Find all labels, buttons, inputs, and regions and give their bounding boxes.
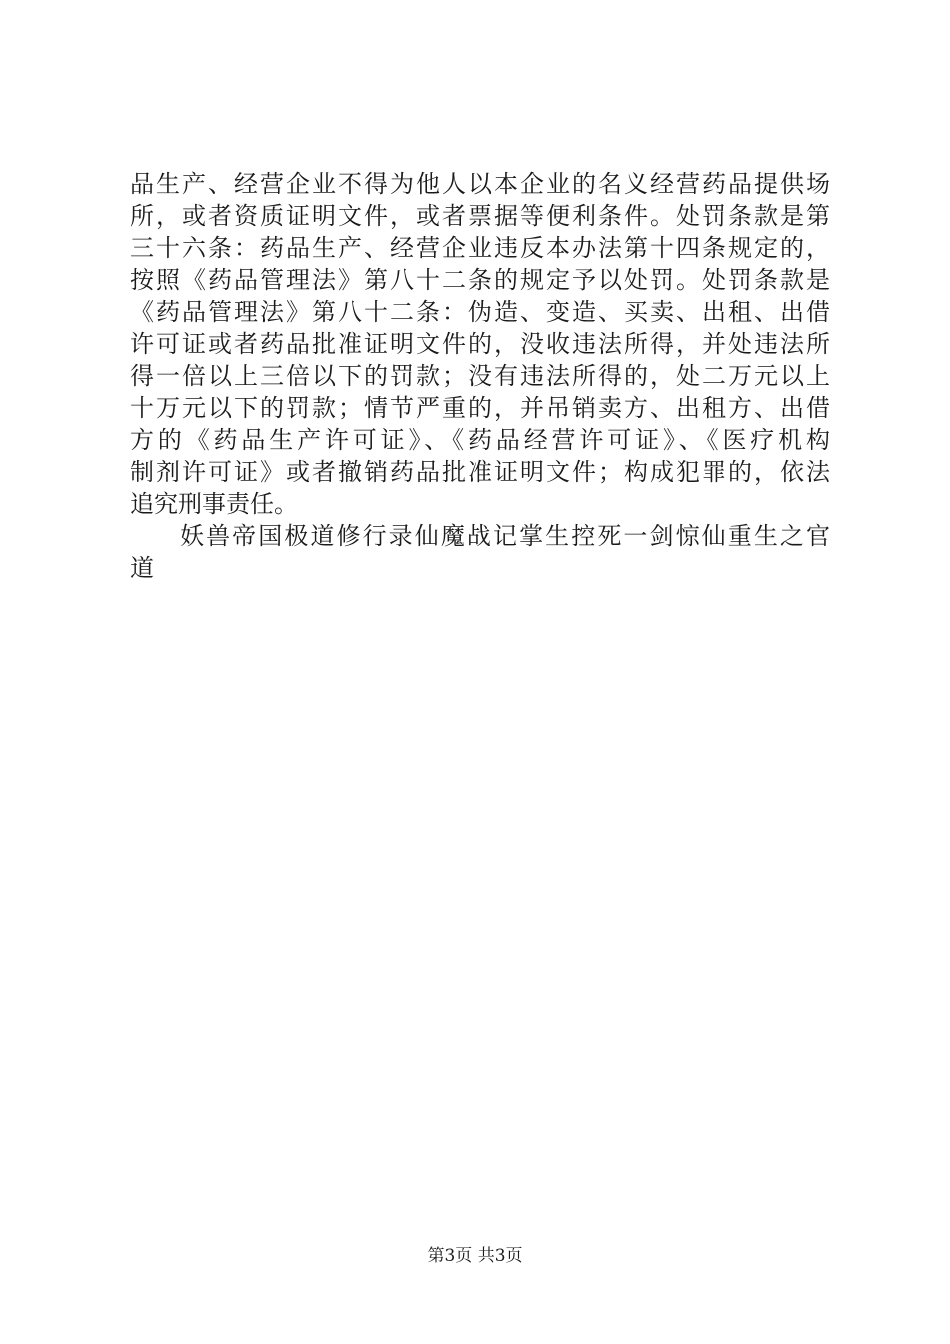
text-line: 《药品管理法》第八十二条：伪造、变造、买卖、出租、出借 (130, 298, 830, 326)
text-line: 所，或者资质证明文件，或者票据等便利条件。处罚条款是第 (130, 202, 830, 230)
text-line: 十万元以下的罚款；情节严重的，并吊销卖方、出租方、出借 (130, 394, 830, 422)
text-line: 方的《药品生产许可证》、《药品经营许可证》、《医疗机构 (130, 426, 830, 454)
text-line: 制剂许可证》或者撤销药品批准证明文件；构成犯罪的，依法 (130, 458, 830, 486)
text-line: 三十六条：药品生产、经营企业违反本办法第十四条规定的， (130, 234, 830, 262)
text-line: 许可证或者药品批准证明文件的，没收违法所得，并处违法所 (130, 330, 830, 358)
text-line: 道 (130, 554, 154, 582)
text-line: 追究刑事责任。 (130, 490, 298, 518)
text-line: 品生产、经营企业不得为他人以本企业的名义经营药品提供场 (130, 170, 830, 198)
page-footer (0, 1244, 950, 1268)
text-line: 按照《药品管理法》第八十二条的规定予以处罚。处罚条款是 (130, 266, 830, 294)
body-text (130, 168, 830, 584)
page-number: 第3页 共3页 (427, 1246, 523, 1266)
text-line: 妖兽帝国极道修行录仙魔战记掌生控死一剑惊仙重生之官 (180, 522, 830, 550)
text-line: 得一倍以上三倍以下的罚款；没有违法所得的，处二万元以上 (130, 362, 830, 390)
